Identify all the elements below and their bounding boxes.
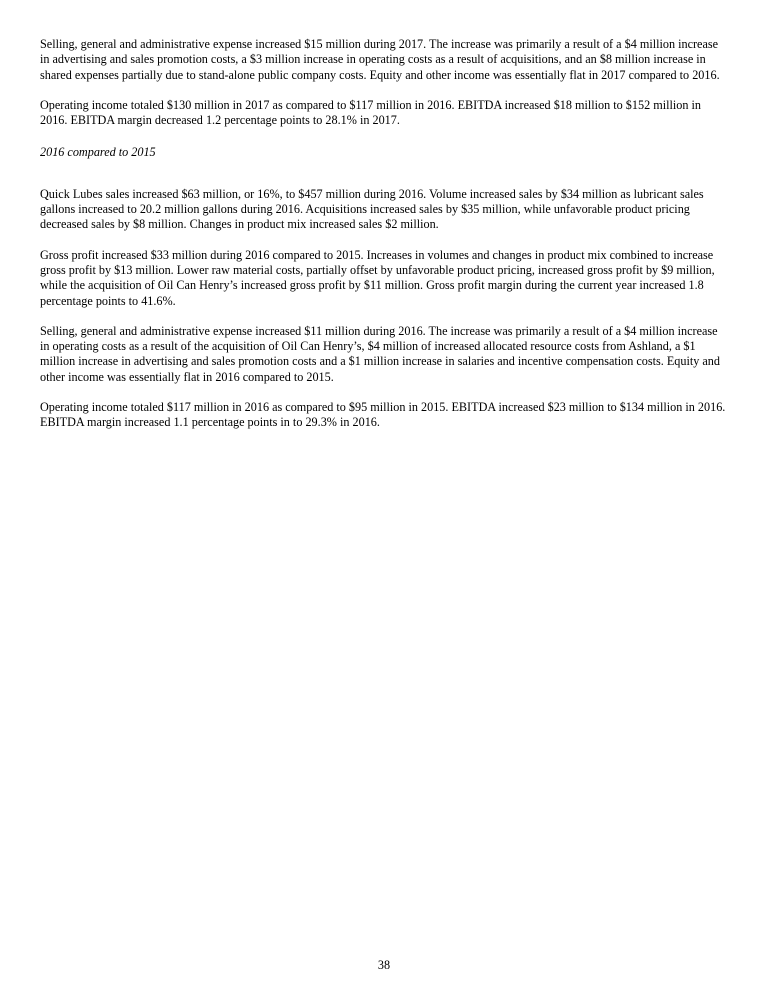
paragraph-operating-income-2016: Operating income totaled $117 million in 2016 as compared to $95 million in 2015. EBITDA increased $23 million to $134 million in 2016. EBITDA margin increased 1.1 percentage points in to 29.3% in 2016. xyxy=(40,400,726,430)
paragraph-sga-expense-2016: Selling, general and administrative expense increased $11 million during 2016. The increase was primarily a result of a $4 million increase in operating costs as a result of the acquisition of Oil Can Henry’s, $4 million of increased allocated resource costs from Ashland, a $1 million increase in advertising and sales promotion costs and a $1 million increase in salaries and incentive compensation costs. Equity and other income was essentially flat in 2016 compared to 2015. xyxy=(40,323,720,384)
paragraph-operating-income-2017: Operating income totaled $130 million in 2017 as compared to $117 million in 2016. EBITDA increased $18 million to $152 million in 2016. EBITDA margin decreased 1.2 percentage points to 28.1% in 2017. xyxy=(40,97,701,128)
document-body xyxy=(40,37,730,446)
page-number: 38 xyxy=(377,958,391,972)
paragraph-quick-lubes-sales-2016: Quick Lubes sales increased $63 million, or 16%, to $457 million during 2016. Volume increased sales by $34 million as lubricant sales gallons increased to 20.2 million gallons during 2016. Acquisitions increased sales by $35 million, while unfavorable product pricing decreased sales by $8 million. Changes in product mix increased sales $2 million. xyxy=(40,186,704,232)
paragraph-gross-profit-2016: Gross profit increased $33 million during 2016 compared to 2015. Increases in volumes and changes in product mix combined to increase gross profit by $13 million. Lower raw material costs, partially offset by unfavorable product pricing, increased gross profit by $9 million, while the acquisition of Oil Can Henry’s increased gross profit by $11 million. Gross profit margin during the current year increased 1.8 percentage points to 41.6%. xyxy=(40,247,715,308)
paragraph-sga-expense-2017: Selling, general and administrative expense increased $15 million during 2017. The increase was primarily a result of a $4 million increase in advertising and sales promotion costs, a $3 million increase in operating costs as a result of acquisitions, and an $8 million increase in shared expenses partially due to stand-alone public company costs. Equity and other income was essentially flat in 2017 compared to 2016. xyxy=(40,37,720,82)
section-heading-2016-compared-to-2015: 2016 compared to 2015 xyxy=(40,145,156,160)
